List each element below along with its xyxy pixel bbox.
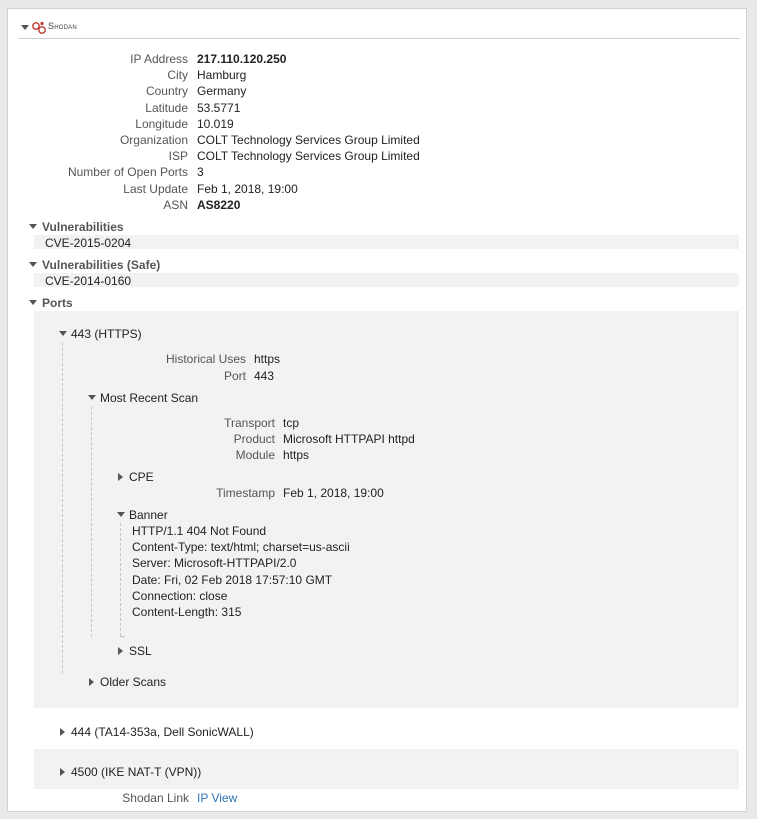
toggle-port-443[interactable] <box>59 331 67 336</box>
host-field-label: Organization <box>119 133 188 147</box>
field-label: Historical Uses <box>165 352 246 366</box>
chevron-down-icon <box>21 25 29 30</box>
banner-line: Server: Microsoft-HTTPAPI/2.0 <box>132 556 297 571</box>
collapse-toggle-shodan[interactable] <box>21 25 29 30</box>
host-field-value: Feb 1, 2018, 19:00 <box>197 181 298 196</box>
host-field-label: Country <box>145 84 188 99</box>
host-field-label: Last Update <box>123 181 188 196</box>
banner-title: Banner <box>129 508 168 522</box>
host-field-value: 217.110.120.250 <box>197 52 287 66</box>
tree-line <box>120 636 125 637</box>
toggle-banner[interactable] <box>117 512 125 517</box>
vulnerabilities-title: Vulnerabilities <box>42 220 124 234</box>
tree-line <box>120 523 121 636</box>
banner-line: Connection: close <box>132 588 228 603</box>
host-field-value: 10.019 <box>197 116 234 131</box>
chevron-down-icon <box>88 395 96 400</box>
chevron-right-icon <box>60 728 65 736</box>
ip-view-link[interactable]: IP View <box>197 791 238 805</box>
shodan-panel <box>7 8 747 812</box>
tree-line <box>62 343 63 673</box>
host-field-label: IP Address <box>130 52 188 66</box>
chevron-down-icon <box>29 300 37 305</box>
chevron-down-icon <box>117 512 125 517</box>
chevron-down-icon <box>59 331 67 336</box>
host-field-value: 3 <box>197 165 204 180</box>
field-value: tcp <box>283 416 300 430</box>
most-recent-scan-title: Most Recent Scan <box>100 391 199 405</box>
field-value: https <box>254 352 281 366</box>
banner-line: Content-Length: 315 <box>132 605 242 619</box>
host-field-value: AS8220 <box>197 197 241 212</box>
field-label: Timestamp <box>216 486 275 500</box>
toggle-older-scans[interactable] <box>89 678 94 686</box>
toggle-cpe[interactable] <box>118 473 123 481</box>
port-4500-title: 4500 (IKE NAT-T (VPN)) <box>71 765 202 779</box>
host-field-value: COLT Technology Services Group Limited <box>197 149 420 164</box>
ssl-title: SSL <box>129 644 152 658</box>
toggle-vulnerabilities[interactable] <box>29 224 37 229</box>
toggle-ssl[interactable] <box>118 647 123 655</box>
toggle-vulnerabilities-safe[interactable] <box>29 262 37 267</box>
banner-line: Date: Fri, 02 Feb 2018 17:57:10 GMT <box>132 572 333 587</box>
host-field-value: Germany <box>197 84 247 99</box>
chevron-down-icon <box>29 262 37 267</box>
host-field-label: City <box>167 68 188 83</box>
toggle-port-4500[interactable] <box>60 768 65 776</box>
chevron-right-icon <box>60 768 65 776</box>
banner-line: Content-Type: text/html; charset=us-ascii <box>132 540 350 555</box>
vulnerability-item: CVE-2015-0204 <box>45 236 132 250</box>
field-value: Microsoft HTTPAPI httpd <box>283 432 415 446</box>
vulnerability-row <box>34 235 739 249</box>
port-444-title: 444 (TA14-353a, Dell SonicWALL) <box>71 725 254 739</box>
chevron-down-icon <box>29 224 37 229</box>
older-scans-title: Older Scans <box>100 675 167 689</box>
host-field-value: Hamburg <box>197 68 247 83</box>
chevron-right-icon <box>118 647 123 655</box>
section-title: Shodan <box>48 21 77 31</box>
vulnerabilities-safe-title: Vulnerabilities (Safe) <box>42 258 161 272</box>
ports-title: Ports <box>42 296 73 310</box>
host-field-value: COLT Technology Services Group Limited <box>197 133 420 147</box>
toggle-most-recent-scan[interactable] <box>88 395 96 400</box>
host-field-value: 53.5771 <box>197 100 241 115</box>
field-value: Feb 1, 2018, 19:00 <box>283 486 384 500</box>
cpe-title: CPE <box>129 470 154 484</box>
field-label: Module <box>235 448 275 462</box>
port-443-title: 443 (HTTPS) <box>71 327 142 341</box>
field-label: Product <box>233 432 275 446</box>
toggle-port-444[interactable] <box>60 728 65 736</box>
host-field-label: ASN <box>163 197 188 212</box>
field-value: 443 <box>254 369 275 383</box>
vulnerability-safe-row <box>34 273 739 287</box>
chevron-right-icon <box>118 473 123 481</box>
banner-line: HTTP/1.1 404 Not Found <box>132 524 267 538</box>
field-label: Port <box>223 369 246 383</box>
chevron-right-icon <box>89 678 94 686</box>
field-value: https <box>283 448 310 462</box>
host-field-label: Number of Open Ports <box>67 165 188 180</box>
host-field-label: Latitude <box>145 100 188 115</box>
shodan-logo-icon <box>31 20 47 35</box>
host-field-label: ISP <box>168 149 188 164</box>
vulnerability-safe-item: CVE-2014-0160 <box>45 274 132 288</box>
header-divider <box>18 38 740 39</box>
toggle-ports[interactable] <box>29 300 37 305</box>
field-label: Shodan Link <box>122 791 189 805</box>
host-field-label: Longitude <box>135 116 188 131</box>
field-label: Transport <box>224 416 275 430</box>
